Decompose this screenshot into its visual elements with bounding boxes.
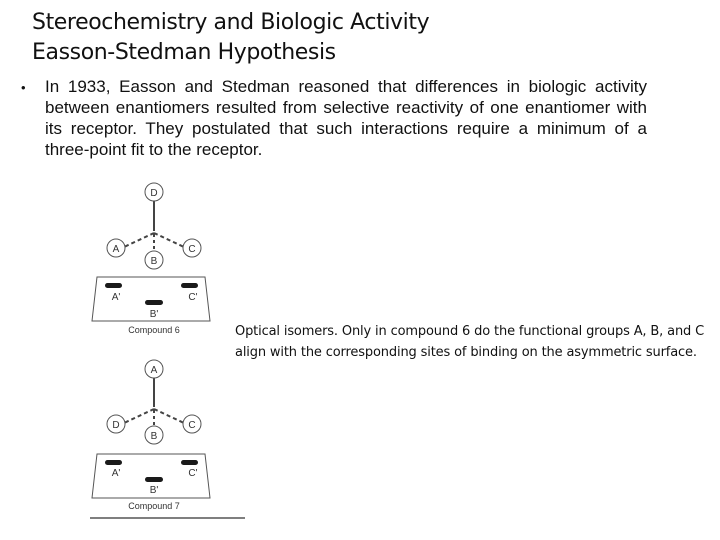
group-label-top: A <box>150 365 158 376</box>
bond-right <box>154 409 184 423</box>
site-label-bottom: B' <box>149 309 159 320</box>
title-line-1: Stereochemistry and Biologic Activity <box>32 10 430 35</box>
site-label-left: A' <box>111 292 121 303</box>
group-label-left: A <box>112 244 120 255</box>
site-label-right: C' <box>188 468 198 479</box>
title-line-2: Easson-Stedman Hypothesis <box>32 40 336 65</box>
group-label-bottom: B <box>150 431 158 442</box>
compound-7-diagram <box>92 360 210 511</box>
group-label-left: D <box>112 420 120 431</box>
bullet-marker: • <box>21 80 26 95</box>
compound-name: Compound 7 <box>128 501 180 511</box>
group-label-top: D <box>150 188 158 199</box>
site-label-right: C' <box>188 292 198 303</box>
binding-site-bottom <box>145 477 163 482</box>
binding-site-left <box>105 460 122 465</box>
group-label-right: C <box>188 244 196 255</box>
site-label-bottom: B' <box>149 485 159 496</box>
binding-site-left <box>105 283 122 288</box>
bond-right <box>154 233 184 247</box>
bond-left <box>124 409 154 423</box>
figure-caption: Optical isomers. Only in compound 6 do the functional groups A, B, and C align with the corresponding sites of binding on the asymmetric surface. <box>235 324 705 360</box>
compound-6-diagram <box>92 183 210 335</box>
group-label-bottom: B <box>150 256 158 267</box>
binding-site-bottom <box>145 300 163 305</box>
group-label-right: C <box>188 420 196 431</box>
site-label-left: A' <box>111 468 121 479</box>
binding-site-right <box>181 460 198 465</box>
binding-site-right <box>181 283 198 288</box>
bullet-paragraph: In 1933, Easson and Stedman reasoned that differences in biologic activity between enantiomers resulted from selective reactivity of one enantiomer with its receptor. They postulated that such interactions require a minimum of a three-point fit to the receptor. <box>45 77 647 159</box>
bond-left <box>124 233 154 247</box>
compound-name: Compound 6 <box>128 325 180 335</box>
